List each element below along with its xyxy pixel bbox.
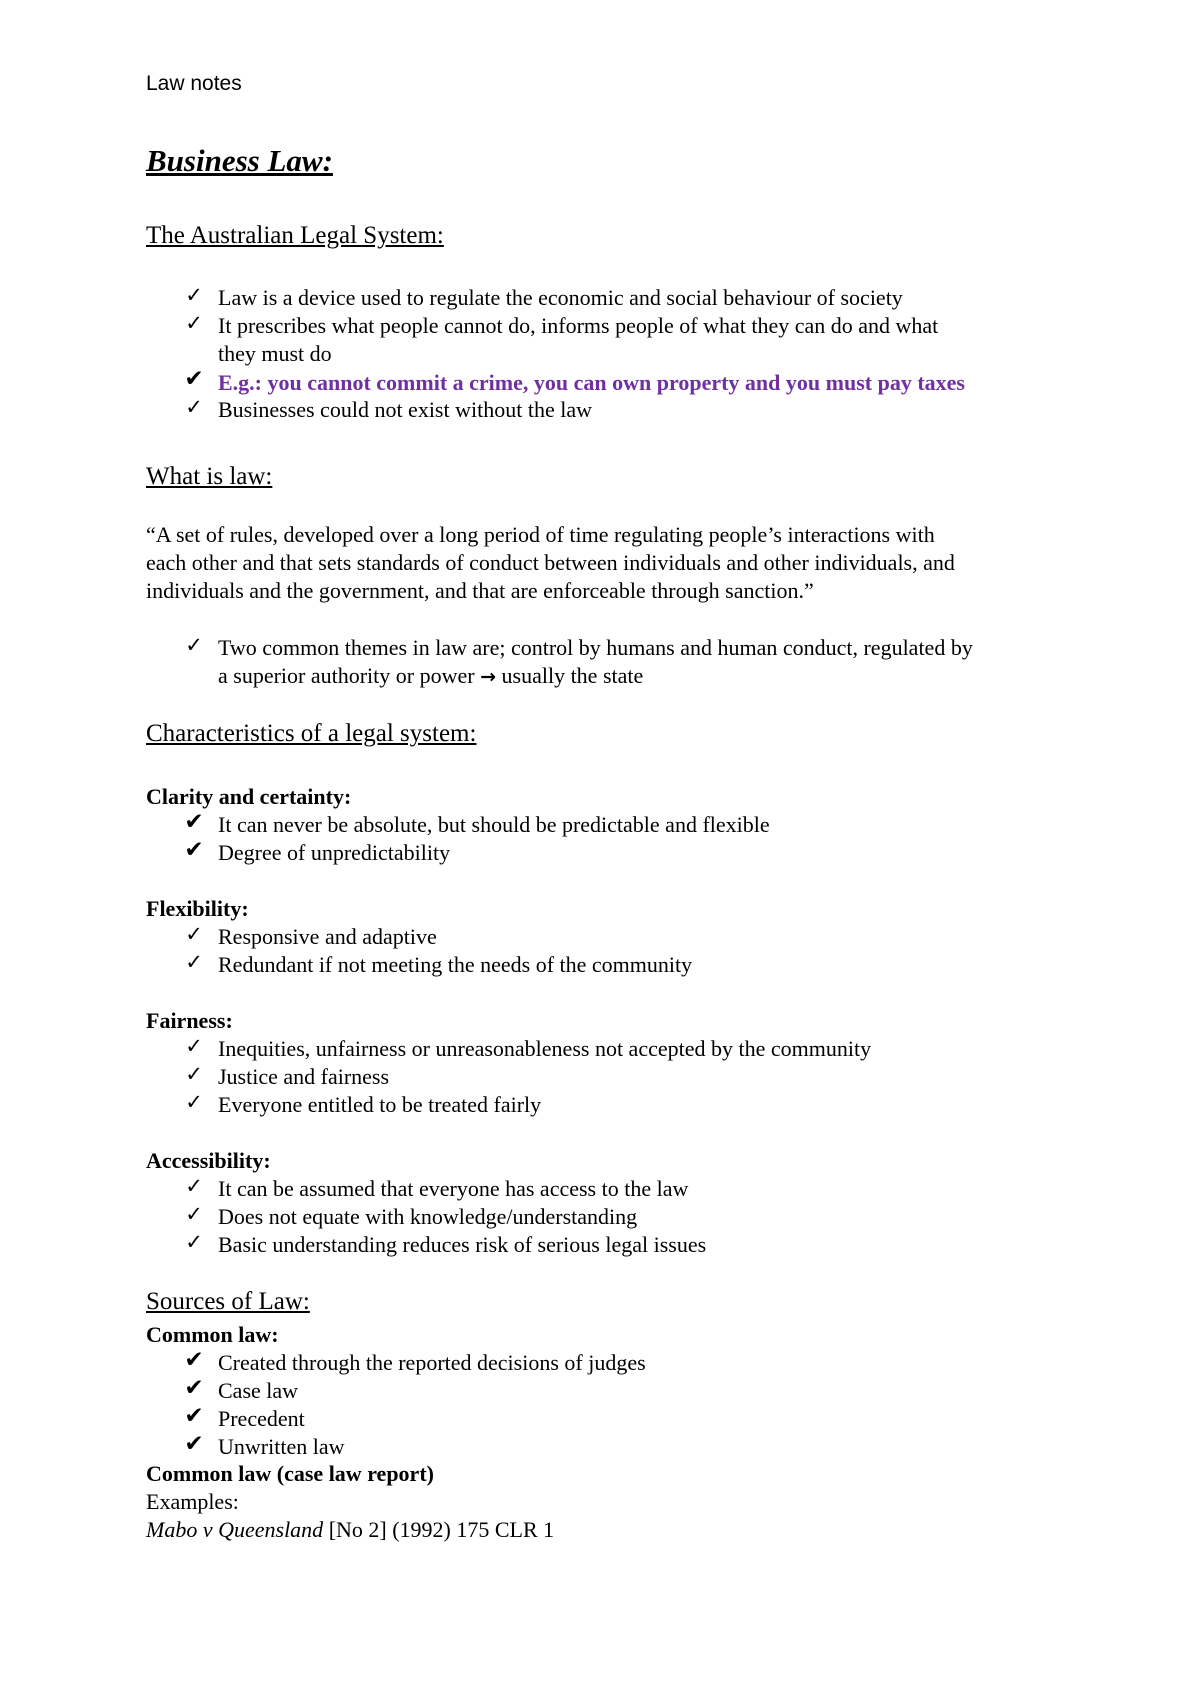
list-item-continuation: they must do: [218, 341, 332, 366]
list-item-continuation: [218, 662, 643, 691]
check-icon: ✓: [185, 633, 203, 657]
heavy-check-icon: ✔: [184, 1403, 204, 1429]
list-item: It can never be absolute, but should be predictable and flexible: [218, 812, 770, 837]
list-item: Responsive and adaptive: [218, 924, 437, 949]
heavy-check-icon: ✔: [184, 809, 204, 835]
heavy-check-icon: ✔: [184, 1347, 204, 1373]
check-icon: ✓: [185, 950, 203, 974]
list-item: Case law: [218, 1378, 299, 1403]
quote-line: individuals and the government, and that are enforceable through sanction.”: [146, 578, 814, 603]
section-heading-characteristics: Characteristics of a legal system:: [146, 720, 477, 747]
sub-heading-clarity: Clarity and certainty:: [146, 784, 352, 809]
list-item: Does not equate with knowledge/understanding: [218, 1204, 638, 1229]
list-item: Degree of unpredictability: [218, 840, 451, 865]
check-icon: ✓: [185, 395, 203, 419]
check-icon: ✓: [185, 1062, 203, 1086]
check-icon: ✓: [185, 311, 203, 335]
list-item: Basic understanding reduces risk of serious legal issues: [218, 1232, 707, 1257]
list-item: Created through the reported decisions of judges: [218, 1350, 646, 1375]
list-item: Unwritten law: [218, 1434, 345, 1459]
case-reference: [No 2] (1992) 175 CLR 1: [323, 1517, 555, 1542]
examples-label: Examples:: [146, 1489, 239, 1514]
list-item: Justice and fairness: [218, 1064, 390, 1089]
sub-heading-case-law-report: Common law (case law report): [146, 1461, 434, 1486]
check-icon: ✓: [185, 283, 203, 307]
quote-line: “A set of rules, developed over a long period of time regulating people’s interactions with: [146, 522, 935, 547]
check-icon: ✓: [185, 922, 203, 946]
sub-heading-common-law: Common law:: [146, 1322, 279, 1347]
list-item: Two common themes in law are; control by humans and human conduct, regulated by: [218, 635, 973, 660]
check-icon: ✓: [185, 1202, 203, 1226]
list-item: Redundant if not meeting the needs of the community: [218, 952, 693, 977]
case-citation: [146, 1516, 554, 1544]
heavy-check-icon: ✔: [184, 1375, 204, 1401]
check-icon: ✓: [185, 1090, 203, 1114]
document-title: Business Law:: [146, 143, 333, 178]
highlighted-list-item: E.g.: you cannot commit a crime, you can own property and you must pay taxes: [218, 370, 965, 395]
case-name: Mabo v Queensland: [146, 1517, 324, 1542]
section-heading-legal-system: The Australian Legal System:: [146, 222, 444, 249]
list-item: Inequities, unfairness or unreasonableness not accepted by the community: [218, 1036, 872, 1061]
list-item-text: usually the state: [496, 663, 644, 688]
list-item: Businesses could not exist without the law: [218, 397, 592, 422]
sub-heading-fairness: Fairness:: [146, 1008, 233, 1033]
section-heading-sources-of-law: Sources of Law:: [146, 1288, 310, 1315]
list-item: Everyone entitled to be treated fairly: [218, 1092, 542, 1117]
list-item: Law is a device used to regulate the economic and social behaviour of society: [218, 285, 903, 310]
heavy-check-icon: ✔: [184, 837, 204, 863]
arrow-right-icon: →: [480, 666, 497, 688]
list-item: Precedent: [218, 1406, 305, 1431]
list-item: It can be assumed that everyone has access to the law: [218, 1176, 689, 1201]
check-icon: ✓: [185, 1034, 203, 1058]
list-item-text: a superior authority or power: [218, 663, 481, 688]
quote-line: each other and that sets standards of conduct between individuals and other individuals, and: [146, 550, 955, 575]
check-icon: ✓: [185, 1230, 203, 1254]
sub-heading-flexibility: Flexibility:: [146, 896, 249, 921]
list-item: It prescribes what people cannot do, informs people of what they can do and what: [218, 313, 939, 338]
heavy-check-icon: ✔: [184, 1431, 204, 1457]
page-header: Law notes: [146, 72, 242, 95]
check-icon: ✓: [185, 1174, 203, 1198]
heavy-check-icon: ✔: [184, 366, 204, 392]
sub-heading-accessibility: Accessibility:: [146, 1148, 271, 1173]
section-heading-what-is-law: What is law:: [146, 463, 273, 490]
